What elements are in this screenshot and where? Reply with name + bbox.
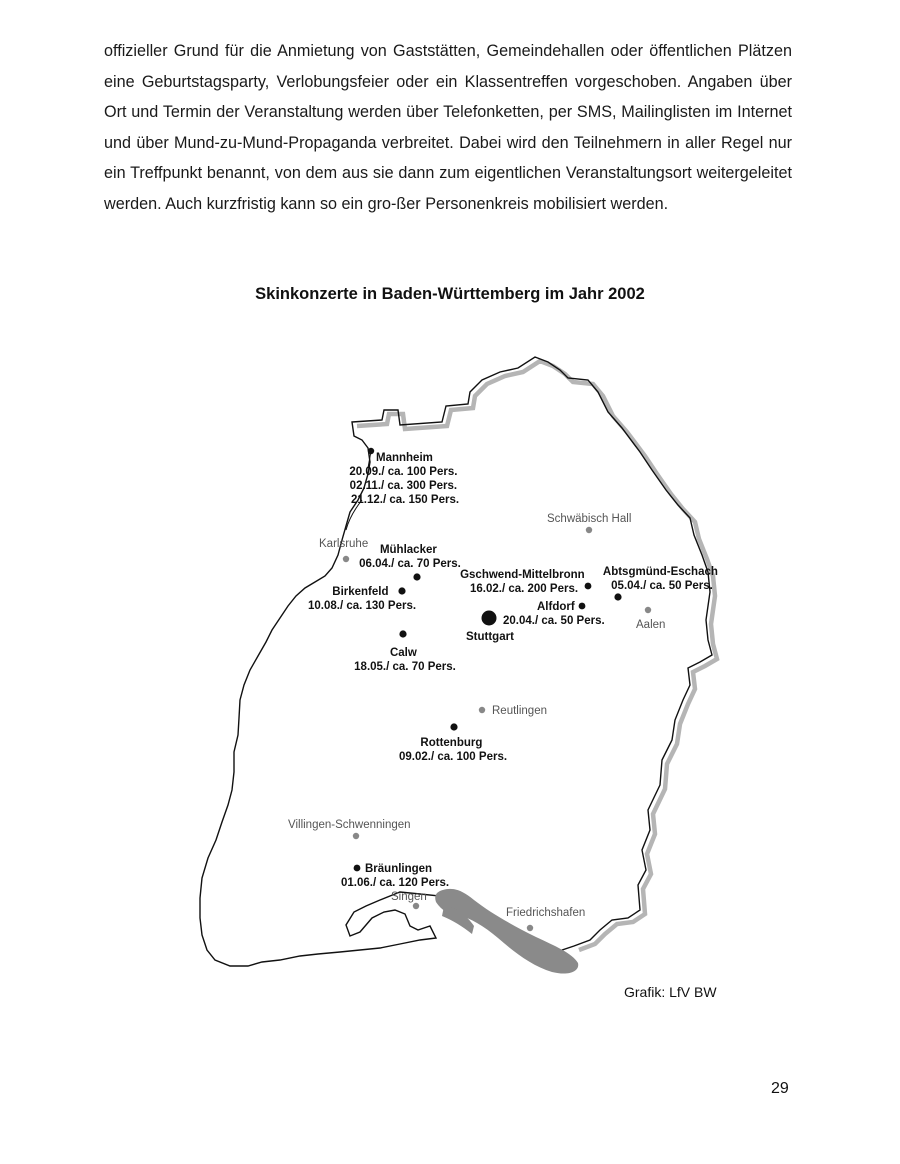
label-mannheim-name: Mannheim <box>376 452 433 464</box>
concert-dot-mannheim <box>368 448 374 454</box>
label-singen: Singen <box>391 891 427 903</box>
concert-dot-birkenfeld <box>398 587 405 594</box>
page-number: 29 <box>771 1080 789 1097</box>
label-calw-line-1: 18.05./ ca. 70 Pers. <box>354 661 456 673</box>
label-braeunlingen-line-1: 01.06./ ca. 120 Pers. <box>341 877 450 889</box>
lake-constance <box>435 889 578 974</box>
label-abtsgmuend-line-1: 05.04./ ca. 50 Pers. <box>611 580 713 592</box>
label-calw-name: Calw <box>389 647 417 659</box>
label-abtsgmuend <box>603 566 721 592</box>
label-gschwend-line-1: 16.02./ ca. 200 Pers. <box>469 583 579 595</box>
label-karlsruhe: Karlsruhe <box>319 538 369 550</box>
concert-dot-gschwend <box>585 583 592 590</box>
label-muehlacker <box>359 544 461 570</box>
label-mannheim-lines <box>349 466 460 506</box>
label-stuttgart: Stuttgart <box>466 631 514 643</box>
concert-dot-calw <box>399 630 406 637</box>
city-dot-reutlingen <box>479 707 485 713</box>
label-calw <box>354 647 456 673</box>
label-schwaebisch-hall: Schwäbisch Hall <box>547 513 632 525</box>
city-dot-singen <box>413 903 419 909</box>
label-aalen: Aalen <box>636 619 666 631</box>
map-title: Skinkonzerte in Baden-Württemberg im Jahr 2002 <box>255 285 645 303</box>
label-friedrichshafen: Friedrichshafen <box>506 907 586 919</box>
label-mannheim-line-3: 21.12./ ca. 150 Pers. <box>350 494 460 506</box>
label-alfdorf-line-1: 20.04./ ca. 50 Pers. <box>503 615 605 627</box>
label-gschwend-name: Gschwend-Mittelbronn <box>460 569 585 581</box>
city-dot-karlsruhe <box>343 556 349 562</box>
label-mannheim-line-1: 20.09./ ca. 100 Pers. <box>349 466 458 478</box>
label-mannheim-line-2: 02.11./ ca. 300 Pers. <box>349 480 458 492</box>
city-dot-friedrichshafen <box>527 925 533 931</box>
label-muehlacker-name: Mühlacker <box>379 544 437 556</box>
concert-dot-abtsgmuend <box>614 593 621 600</box>
label-rottenburg <box>399 737 507 763</box>
label-birkenfeld-name: Birkenfeld <box>332 586 389 598</box>
label-mannheim <box>376 452 433 464</box>
capital-dot-stuttgart <box>482 611 497 626</box>
label-rottenburg-name: Rottenburg <box>420 737 483 749</box>
city-dot-aalen <box>645 607 651 613</box>
label-muehlacker-line-1: 06.04./ ca. 70 Pers. <box>359 558 461 570</box>
state-border <box>200 357 712 966</box>
label-birkenfeld-line-1: 10.08./ ca. 130 Pers. <box>307 600 417 612</box>
concert-dot-alfdorf <box>579 603 586 610</box>
label-alfdorf-name: Alfdorf <box>537 601 575 613</box>
city-dot-schwaebisch-hall <box>586 527 592 533</box>
label-rottenburg-line-1: 09.02./ ca. 100 Pers. <box>398 751 508 763</box>
label-braeunlingen-name: Bräunlingen <box>365 863 433 875</box>
label-alfdorf <box>503 601 605 627</box>
concert-markers <box>354 448 622 872</box>
concert-dot-rottenburg <box>450 723 457 730</box>
label-reutlingen: Reutlingen <box>492 705 547 717</box>
concert-dot-muehlacker <box>413 573 420 580</box>
label-villingen: Villingen-Schwenningen <box>288 819 411 831</box>
city-dot-villingen <box>353 833 359 839</box>
body-paragraph: offizieller Grund für die Anmietung von Gaststätten, Gemeindehallen oder öffentlichen Plätzen eine Geburtstagsparty, Verlobungsfeier oder ein Klassentreffen vorgeschoben. Angaben über Ort und Termin der Veranstaltung werden über Telefonketten, per SMS, Mailinglisten im Internet und über Mund-zu-Mund-Propaganda verbreitet. Dabei wird den Teilnehmern in aller Regel nur ein Treffpunkt benannt, von dem aus sie dann zum eigentlichen Veranstaltungsort weitergeleitet werden. Auch kurzfristig kann so ein gro-ßer Personenkreis mobilisiert werden. <box>104 42 792 213</box>
label-gschwend <box>460 569 588 595</box>
concert-dot-braeunlingen <box>354 865 361 872</box>
label-abtsgmuend-name: Abtsgmünd-Eschach <box>602 566 718 578</box>
graphic-credit: Grafik: LfV BW <box>624 984 717 1000</box>
